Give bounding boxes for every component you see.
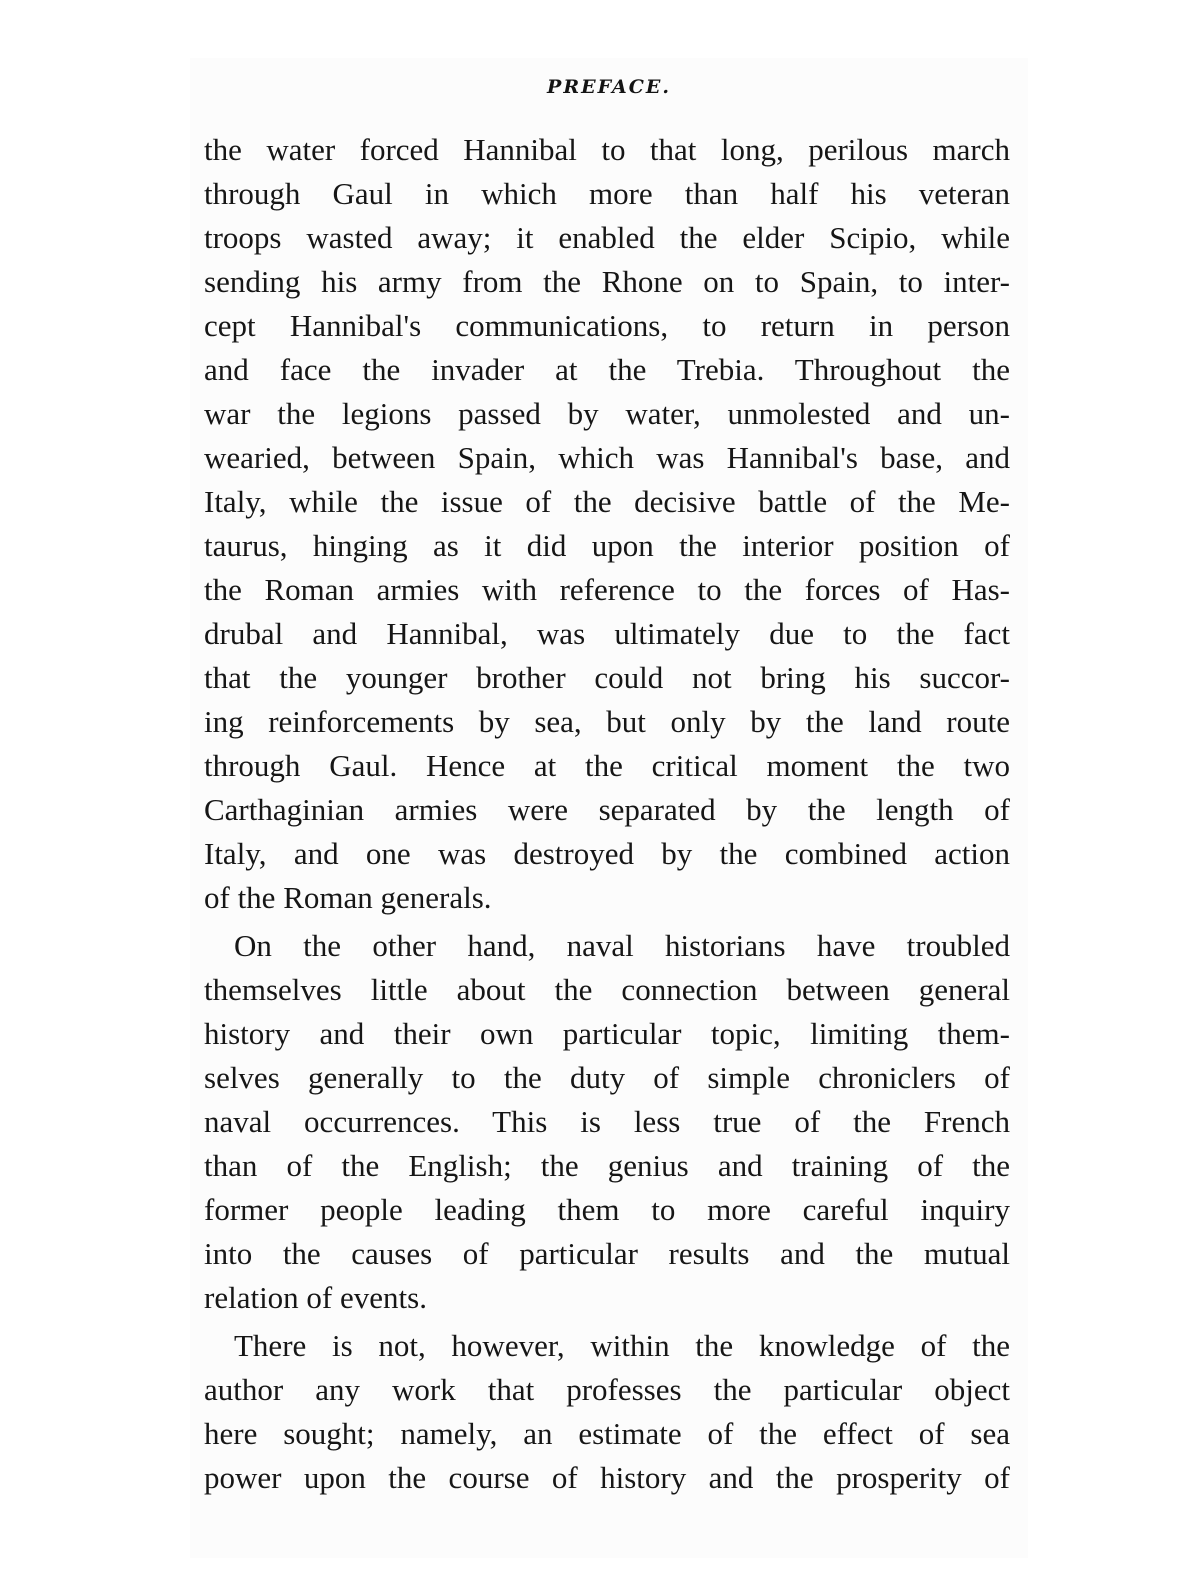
body-text — [204, 128, 1010, 1500]
text-line: sending his army from the Rhone on to Spain, to inter- — [204, 264, 1010, 299]
text-line: the water forced Hannibal to that long, perilous march — [204, 132, 1010, 167]
text-line: relation of events. — [204, 1280, 427, 1315]
text-line: There is not, however, within the knowledge of the — [234, 1328, 1010, 1363]
paragraph-1 — [204, 128, 1010, 920]
text-line: wearied, between Spain, which was Hannibal's base, and — [204, 440, 1010, 475]
text-line: taurus, hinging as it did upon the interior position of — [204, 528, 1010, 563]
text-line: than of the English; the genius and training of the — [204, 1148, 1010, 1183]
text-line: into the causes of particular results and the mutual — [204, 1236, 1010, 1271]
text-line: and face the invader at the Trebia. Throughout the — [204, 352, 1010, 387]
text-line: Carthaginian armies were separated by the length of — [204, 792, 1010, 827]
text-line: war the legions passed by water, unmolested and un- — [204, 396, 1010, 431]
text-line: troops wasted away; it enabled the elder Scipio, while — [204, 220, 1010, 255]
running-head: PREFACE. — [547, 76, 671, 98]
text-line: drubal and Hannibal, was ultimately due to the fact — [204, 616, 1010, 651]
text-line: of the Roman generals. — [204, 880, 492, 915]
text-line: here sought; namely, an estimate of the effect of sea — [204, 1416, 1010, 1451]
text-line: the Roman armies with reference to the forces of Has- — [204, 572, 1010, 607]
text-line: history and their own particular topic, limiting them- — [204, 1016, 1010, 1051]
text-line: Italy, and one was destroyed by the combined action — [204, 836, 1010, 871]
text-line: that the younger brother could not bring his succor- — [204, 660, 1010, 695]
text-line: through Gaul in which more than half his veteran — [204, 176, 1010, 211]
paragraph-2 — [204, 924, 1010, 1320]
text-line: power upon the course of history and the prosperity of — [204, 1460, 1010, 1495]
text-line: author any work that professes the particular object — [204, 1372, 1010, 1407]
text-line: former people leading them to more careful inquiry — [204, 1192, 1010, 1227]
paragraph-3 — [204, 1324, 1010, 1500]
text-line: selves generally to the duty of simple chroniclers of — [204, 1060, 1010, 1095]
text-line: Italy, while the issue of the decisive battle of the Me- — [204, 484, 1010, 519]
text-line: On the other hand, naval historians have troubled — [234, 928, 1010, 963]
book-page — [190, 58, 1028, 1558]
text-line: cept Hannibal's communications, to return in person — [204, 308, 1010, 343]
text-line: ing reinforcements by sea, but only by the land route — [204, 704, 1010, 739]
text-line: through Gaul. Hence at the critical moment the two — [204, 748, 1010, 783]
text-line: naval occurrences. This is less true of the French — [204, 1104, 1010, 1139]
text-line: themselves little about the connection between general — [204, 972, 1010, 1007]
